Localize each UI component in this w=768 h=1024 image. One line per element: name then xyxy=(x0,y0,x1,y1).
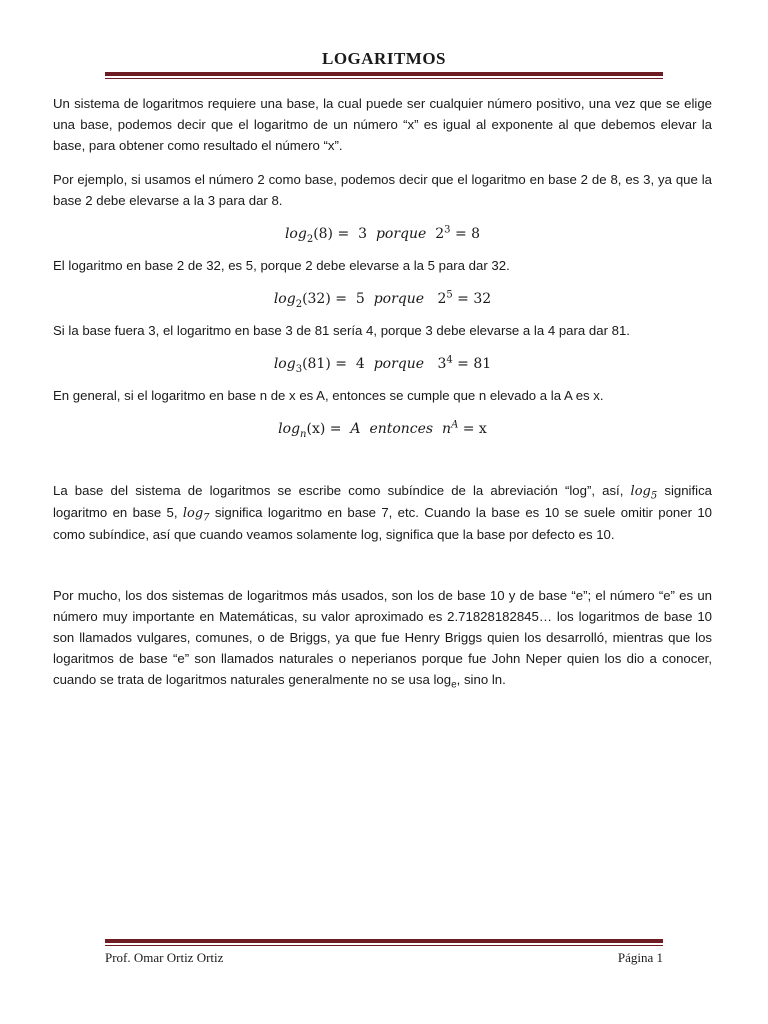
equation-log3-81: $\log_3(81) = 4$ porque $3^4 = 81$ xyxy=(273,354,492,375)
footer-rule-thick xyxy=(105,939,663,943)
inline-log7: $\log_7$ xyxy=(182,506,210,524)
document-body xyxy=(53,93,712,690)
paragraph-common-systems: Por mucho, los dos sistemas de logaritmos más usados, son los de base 10 y de base “e”; el número “e” es un número muy importante en Matemáticas, su valor aproximado es 2.71828182845… los logaritmos de base 10 son llamados vulgares, comunes, o de Briggs, ya que fue Henry Briggs quien los desarrolló, mientras que los logaritmos de base “e” son llamados naturales o neperianos porque fue John Neper quien los dio a conocer, cuando se trata de logaritmos naturales generalmente no se usa $\log_e$, sino ln. xyxy=(53,588,712,691)
paragraph-base-notation: La base del sistema de logaritmos se escribe como subíndice de la abreviación “log”, así, $\log_5$ significa logaritmo en base 5, $\log_7$ significa logaritmo en base 7, etc. Cuando la base es 10 se suele omitir poner 10 como subíndice, así que cuando veamos solamente log, significa que la base por defecto es 10. xyxy=(53,483,713,542)
equation-log2-32: $\log_2(32) = 5$ porque $2^5 = 32$ xyxy=(273,289,492,310)
footer-author: Prof. Omar Ortiz Ortiz xyxy=(105,950,224,965)
inline-log5: $\log_5$ xyxy=(630,484,658,502)
header-rule-thick xyxy=(105,72,663,76)
page-title: LOGARITMOS xyxy=(321,49,447,68)
paragraph-definition: Un sistema de logaritmos requiere una base, la cual puede ser cualquier número positivo, una vez que se elige una base, podemos decir que el logaritmo de un número “x” es igual al exponente al que debemos elevar la base, para obtener como resultado el número “x”. xyxy=(53,96,712,153)
header-rule-thin xyxy=(105,78,663,79)
paragraph-example-32: El logaritmo en base 2 de 32, es 5, porque 2 debe elevarse a la 5 para dar 32. xyxy=(53,258,510,273)
page-footer xyxy=(105,936,663,966)
equation-general: $\log_n(x) = A$ entonces $n^A = x$ xyxy=(278,419,487,440)
page-header xyxy=(105,49,663,79)
equation-log2-8: $\log_2(8) = 3$ porque $2^3 = 8$ xyxy=(284,224,481,245)
paragraph-example-base3: Si la base fuera 3, el logaritmo en base 3 de 81 sería 4, porque 3 debe elevarse a la 4 para dar 81. xyxy=(53,323,630,338)
footer-rule-thin xyxy=(105,945,663,946)
paragraph-general-case: En general, si el logaritmo en base n de x es A, entonces se cumple que n elevado a la A es x. xyxy=(53,388,604,403)
footer-page-number: Página 1 xyxy=(617,950,663,965)
paragraph-example-base2: Por ejemplo, si usamos el número 2 como base, podemos decir que el logaritmo en base 2 de 8, es 3, ya que la base 2 debe elevarse a la 3 para dar 8. xyxy=(53,172,712,208)
